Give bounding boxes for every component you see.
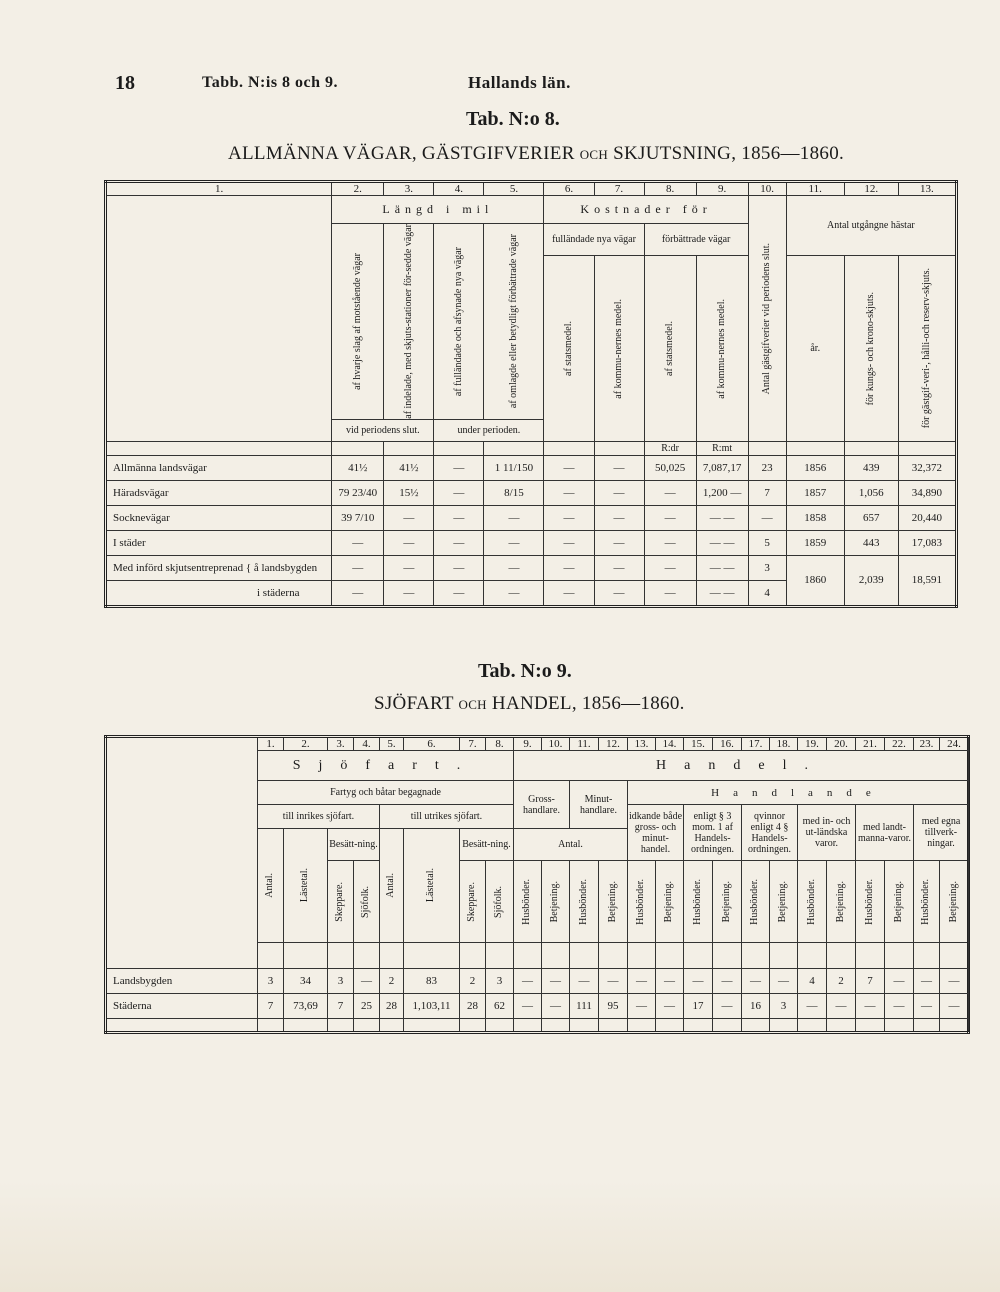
cell: 73,69 [284, 994, 328, 1019]
sjofolk-header [354, 861, 380, 943]
antal-text: Antal. [385, 873, 397, 898]
table9-colnum-row [106, 737, 969, 751]
cell: 1859 [786, 530, 844, 555]
cell: — [656, 969, 684, 994]
c7-header [594, 256, 644, 442]
c8-text: af statsmedel. [663, 320, 675, 376]
cell: — [748, 505, 786, 530]
inochut-header: med in- och ut-ländska varor. [798, 805, 856, 861]
c6-header [544, 256, 594, 442]
cell: — [885, 969, 914, 994]
betjening-header [599, 861, 628, 943]
cell: — [594, 505, 644, 530]
cell: — [684, 969, 713, 994]
c3-text: af indelade, med skjuts-stationer för-sedde vägar [402, 224, 414, 419]
husbonder-text: Husbönder. [863, 878, 875, 925]
c6-text: af statsmedel. [562, 320, 574, 376]
cell: — [644, 505, 696, 530]
antal-hastar-header: Antal utgångne hästar [786, 196, 956, 256]
rmt-unit: R:mt [696, 441, 748, 455]
cell: 1860 [786, 555, 844, 606]
cell: — [914, 994, 940, 1019]
cell: — [544, 480, 594, 505]
table-row [106, 969, 969, 994]
cell: — [484, 505, 544, 530]
cell: 39 7/10 [332, 505, 384, 530]
c8-header [644, 256, 696, 442]
cell: — [542, 969, 570, 994]
antal-header [380, 829, 404, 943]
cell: 7 [328, 994, 354, 1019]
fartyg-header: Fartyg och båtar begagnade [258, 781, 514, 805]
tab9-title-och: OCH [458, 697, 487, 712]
cell: — [434, 505, 484, 530]
colnum: 10. [542, 737, 570, 751]
lastetal-text: Lästetal. [299, 868, 311, 903]
cell: — [940, 994, 969, 1019]
husbonder-header [628, 861, 656, 943]
betjening-header [827, 861, 856, 943]
colnum: 9. [696, 182, 748, 196]
cell: 657 [844, 505, 898, 530]
c4-text: af fulländade och afsynade nya vägar [452, 246, 464, 396]
tab8-title-part-a: ALLMÄNNA VÄGAR, GÄSTGIFVERIER [228, 143, 580, 164]
betjening-text: Betjening. [834, 880, 846, 923]
cell: 2,039 [844, 555, 898, 606]
table-row [106, 994, 969, 1019]
c2-header [332, 224, 384, 420]
cell: — [599, 969, 628, 994]
colnum: 8. [486, 737, 514, 751]
colnum: 5. [380, 737, 404, 751]
colnum: 3. [328, 737, 354, 751]
cell: — [713, 969, 742, 994]
cell: 1,103,11 [404, 994, 460, 1019]
c3-header [384, 224, 434, 420]
colnum: 8. [644, 182, 696, 196]
cell: 20,440 [898, 505, 956, 530]
inrikes-header: till inrikes sjöfart. [258, 805, 380, 829]
betjening-header [940, 861, 969, 943]
cell: 2 [460, 969, 486, 994]
egna-header: med egna tillverk-ningar. [914, 805, 969, 861]
cell: — [940, 969, 969, 994]
sjofolk-text: Sjöfolk. [360, 885, 372, 918]
cell: — [384, 555, 434, 580]
cell: — [594, 580, 644, 606]
fullandade-header: fulländade nya vägar [544, 224, 644, 256]
cell: 15½ [384, 480, 434, 505]
lastetal-header [284, 829, 328, 943]
c13-header [898, 256, 956, 442]
cell: — [798, 994, 827, 1019]
cell: — [656, 994, 684, 1019]
running-header-county: Hallands län. [468, 73, 571, 92]
table-row [106, 505, 957, 530]
colnum: 16. [713, 737, 742, 751]
colnum: 4. [354, 737, 380, 751]
cell: — [544, 455, 594, 480]
colnum: 3. [384, 182, 434, 196]
betjening-header [713, 861, 742, 943]
cell: 79 23/40 [332, 480, 384, 505]
colnum: 7. [594, 182, 644, 196]
c5-text: af omlagde eller betydligt förbättrade vägar [507, 234, 519, 409]
cell: 18,591 [898, 555, 956, 606]
betjening-text: Betjening. [892, 880, 904, 923]
cell: 34 [284, 969, 328, 994]
cell: 7 [748, 480, 786, 505]
cell: — [434, 555, 484, 580]
cell: — [713, 994, 742, 1019]
colnum: 22. [885, 737, 914, 751]
cell: 95 [599, 994, 628, 1019]
cell: 28 [380, 994, 404, 1019]
cell: 8/15 [484, 480, 544, 505]
skeppare-header [328, 861, 354, 943]
cell: 1856 [786, 455, 844, 480]
colnum: 9. [514, 737, 542, 751]
cell: — [434, 530, 484, 555]
colnum: 20. [827, 737, 856, 751]
cell: 3 [328, 969, 354, 994]
row-label: Landsbygden [106, 969, 258, 994]
cell: 41½ [332, 455, 384, 480]
colnum: 21. [856, 737, 885, 751]
husbonder-text: Husbönder. [691, 878, 703, 925]
antal-header [258, 829, 284, 943]
enligt3-header: enligt § 3 mom. 1 af Handels-ordningen. [684, 805, 742, 861]
antal-text: Antal. [264, 873, 276, 898]
minuthandlare-header: Minut-handlare. [570, 781, 628, 829]
colnum: 14. [656, 737, 684, 751]
table9-stub-head [106, 737, 258, 969]
husbonder-text: Husbönder. [805, 878, 817, 925]
cell: 32,372 [898, 455, 956, 480]
tab8-title-och: OCH [579, 147, 609, 162]
cell: 3 [486, 969, 514, 994]
row-label: Häradsvägar [106, 480, 332, 505]
c4-header [434, 224, 484, 420]
husbonder-header [856, 861, 885, 943]
row-label: Socknevägar [106, 505, 332, 530]
colnum: 2. [284, 737, 328, 751]
cell: — [384, 505, 434, 530]
colnum: 17. [742, 737, 770, 751]
colnum: 12. [599, 737, 628, 751]
cell: 25 [354, 994, 380, 1019]
cell: 41½ [384, 455, 434, 480]
skeppare-text: Skeppare. [466, 881, 478, 922]
colnum: 7. [460, 737, 486, 751]
tab9-title [374, 693, 685, 715]
table-8 [104, 180, 958, 608]
cell: 1858 [786, 505, 844, 530]
cell: — [644, 480, 696, 505]
cell: 50,025 [644, 455, 696, 480]
betjening-text: Betjening. [606, 880, 618, 923]
colnum: 19. [798, 737, 827, 751]
husbonder-text: Husbönder. [749, 878, 761, 925]
cell: 1,200 — [696, 480, 748, 505]
cell: — [354, 969, 380, 994]
cell: 4 [798, 969, 827, 994]
husbonder-text: Husbönder. [521, 878, 533, 925]
cell: — [594, 555, 644, 580]
husbonder-header [914, 861, 940, 943]
idkande-header: idkande både gross- och minut-handel. [628, 805, 684, 861]
cell: — — [696, 555, 748, 580]
cell: 1857 [786, 480, 844, 505]
colnum: 18. [770, 737, 798, 751]
cell: — [742, 969, 770, 994]
tab9-title-part-b: HANDEL, 1856—1860. [486, 693, 685, 714]
cell: — [570, 969, 599, 994]
cell: — [542, 994, 570, 1019]
husbonder-header [798, 861, 827, 943]
c5-header [484, 224, 544, 420]
page-bottom-margin [0, 1180, 1000, 1292]
cell: — [856, 994, 885, 1019]
sjofart-header: Sjöfart. [258, 751, 514, 781]
cell: — [484, 530, 544, 555]
grosshandlare-header: Gross-handlare. [514, 781, 570, 829]
colnum: 12. [844, 182, 898, 196]
cell: — [332, 530, 384, 555]
colnum: 4. [434, 182, 484, 196]
cell: — [885, 994, 914, 1019]
cell: — [384, 580, 434, 606]
husbonder-text: Husbönder. [920, 878, 932, 925]
table-9 [104, 735, 970, 1034]
cell: 439 [844, 455, 898, 480]
colnum: 10. [748, 182, 786, 196]
cell: 62 [486, 994, 514, 1019]
colnum: 6. [404, 737, 460, 751]
colnum: 13. [628, 737, 656, 751]
cell: — [770, 969, 798, 994]
cell: 34,890 [898, 480, 956, 505]
cell: — — [696, 505, 748, 530]
colnum: 11. [786, 182, 844, 196]
table8-stub-head [106, 196, 332, 442]
row-label: Med införd skjutsentreprenad { å landsbygden [106, 555, 332, 580]
sjofolk-header [486, 861, 514, 943]
husbonder-text: Husbönder. [577, 878, 589, 925]
c9-header [696, 256, 748, 442]
cell: 111 [570, 994, 599, 1019]
handel-header: Handel. [514, 751, 969, 781]
cell: 7,087,17 [696, 455, 748, 480]
cell: 3 [770, 994, 798, 1019]
c12-header [844, 256, 898, 442]
colnum: 6. [544, 182, 594, 196]
cell: — — [696, 530, 748, 555]
colnum: 5. [484, 182, 544, 196]
colnum: 1. [106, 182, 332, 196]
cell: — [434, 455, 484, 480]
cell: 5 [748, 530, 786, 555]
colnum: 13. [898, 182, 956, 196]
cell: — [384, 530, 434, 555]
cell: — [628, 969, 656, 994]
row-label: i städerna [106, 580, 332, 606]
cell: 16 [742, 994, 770, 1019]
tab9-title-part-a: SJÖFART [374, 693, 459, 714]
cell: 3 [258, 969, 284, 994]
vid-periodens-slut: vid periodens slut. [332, 419, 434, 441]
forbattrade-header: förbättrade vägar [644, 224, 748, 256]
cell: — [827, 994, 856, 1019]
cell: — [484, 580, 544, 606]
cell: 2 [380, 969, 404, 994]
cell: 1 11/150 [484, 455, 544, 480]
colnum: 24. [940, 737, 969, 751]
skjuts-label: Med införd skjutsentreprenad [113, 561, 244, 574]
row-label: Allmänna landsvägar [106, 455, 332, 480]
cell: 4 [748, 580, 786, 606]
cell: — [914, 969, 940, 994]
table-row [106, 455, 957, 480]
cell: 17,083 [898, 530, 956, 555]
cell: 17 [684, 994, 713, 1019]
cell: — [544, 580, 594, 606]
cell: 1,056 [844, 480, 898, 505]
tab8-label: Tab. N:o 8. [466, 108, 560, 130]
table8-colnum-row [106, 182, 957, 196]
cell: 443 [844, 530, 898, 555]
cell: — [644, 580, 696, 606]
tab9-label: Tab. N:o 9. [478, 660, 572, 682]
lastetal-text: Lästetal. [425, 868, 437, 903]
husbonder-text: Husbönder. [635, 878, 647, 925]
antal-gastgifverier-header [748, 196, 786, 442]
tab8-title [228, 143, 844, 165]
sjofolk-text: Sjöfolk. [493, 885, 505, 918]
cell: 3 [748, 555, 786, 580]
rdr-unit: R:dr [644, 441, 696, 455]
betjening-text: Betjening. [777, 880, 789, 923]
cell: — [514, 994, 542, 1019]
cell: — [332, 555, 384, 580]
colnum: 1. [258, 737, 284, 751]
husbonder-header [570, 861, 599, 943]
handlande-header: Handlande [628, 781, 969, 805]
skeppare-header [460, 861, 486, 943]
colnum: 23. [914, 737, 940, 751]
utrikes-header: till utrikes sjöfart. [380, 805, 514, 829]
c9-text: af kommu-nernes medel. [715, 298, 727, 399]
betjening-text: Betjening. [720, 880, 732, 923]
cell: — [544, 505, 594, 530]
cell: — [514, 969, 542, 994]
betjening-header [770, 861, 798, 943]
c12-text: för kungs- och krono-skjuts. [865, 291, 877, 406]
table-row [106, 555, 957, 580]
skjuts-sub-label: å landsbygden [253, 561, 318, 574]
cell: — [644, 555, 696, 580]
betjening-header [885, 861, 914, 943]
cell: — [594, 480, 644, 505]
cell: — [434, 480, 484, 505]
c11-header: år. [786, 256, 844, 442]
husbonder-header [684, 861, 713, 943]
betjening-text: Betjening. [947, 880, 959, 923]
lastetal-header [404, 829, 460, 943]
antal-handel-header: Antal. [514, 829, 628, 861]
cell: — [594, 530, 644, 555]
cell: — [434, 580, 484, 606]
page-number: 18 [115, 72, 135, 94]
colnum: 11. [570, 737, 599, 751]
besattning-header: Besätt-ning. [328, 829, 380, 861]
cell: — [332, 580, 384, 606]
cell: 23 [748, 455, 786, 480]
c13-text: för gästgif-veri-, hålli-och reserv-skjuts. [920, 268, 932, 429]
row-label: Städerna [106, 994, 258, 1019]
besattning-header: Besätt-ning. [460, 829, 514, 861]
table-row [106, 480, 957, 505]
cell: — [628, 994, 656, 1019]
langd-header: Längd i mil [332, 196, 544, 224]
betjening-header [542, 861, 570, 943]
cell: 7 [258, 994, 284, 1019]
betjening-text: Betjening. [549, 880, 561, 923]
tab8-title-part-b: SKJUTSNING, 1856—1860. [608, 143, 845, 164]
husbonder-header [742, 861, 770, 943]
cell: 2 [827, 969, 856, 994]
cell: — — [696, 580, 748, 606]
running-header-tables: Tabb. N:is 8 och 9. [202, 74, 339, 91]
landtmanna-header: med landt-manna-varor. [856, 805, 914, 861]
cell: — [644, 530, 696, 555]
betjening-header [656, 861, 684, 943]
table-row [106, 530, 957, 555]
cell: 83 [404, 969, 460, 994]
cell: — [484, 555, 544, 580]
cell: — [594, 455, 644, 480]
qvinnor-header: qvinnor enligt 4 § Handels-ordningen. [742, 805, 798, 861]
cell: — [544, 530, 594, 555]
cell: 28 [460, 994, 486, 1019]
colnum: 15. [684, 737, 713, 751]
under-perioden: under perioden. [434, 419, 544, 441]
row-label: I städer [106, 530, 332, 555]
cell: 7 [856, 969, 885, 994]
colnum: 2. [332, 182, 384, 196]
skeppare-text: Skeppare. [334, 881, 346, 922]
husbonder-header [514, 861, 542, 943]
c2-text: af hvarje slag af motstående vägar [351, 252, 363, 390]
betjening-text: Betjening. [663, 880, 675, 923]
kostnader-header: Kostnader för [544, 196, 748, 224]
c7-text: af kommu-nernes medel. [612, 298, 624, 399]
antal-gastgifverier-text: Antal gästgifverier vid periodens slut. [760, 242, 772, 395]
cell: — [544, 555, 594, 580]
